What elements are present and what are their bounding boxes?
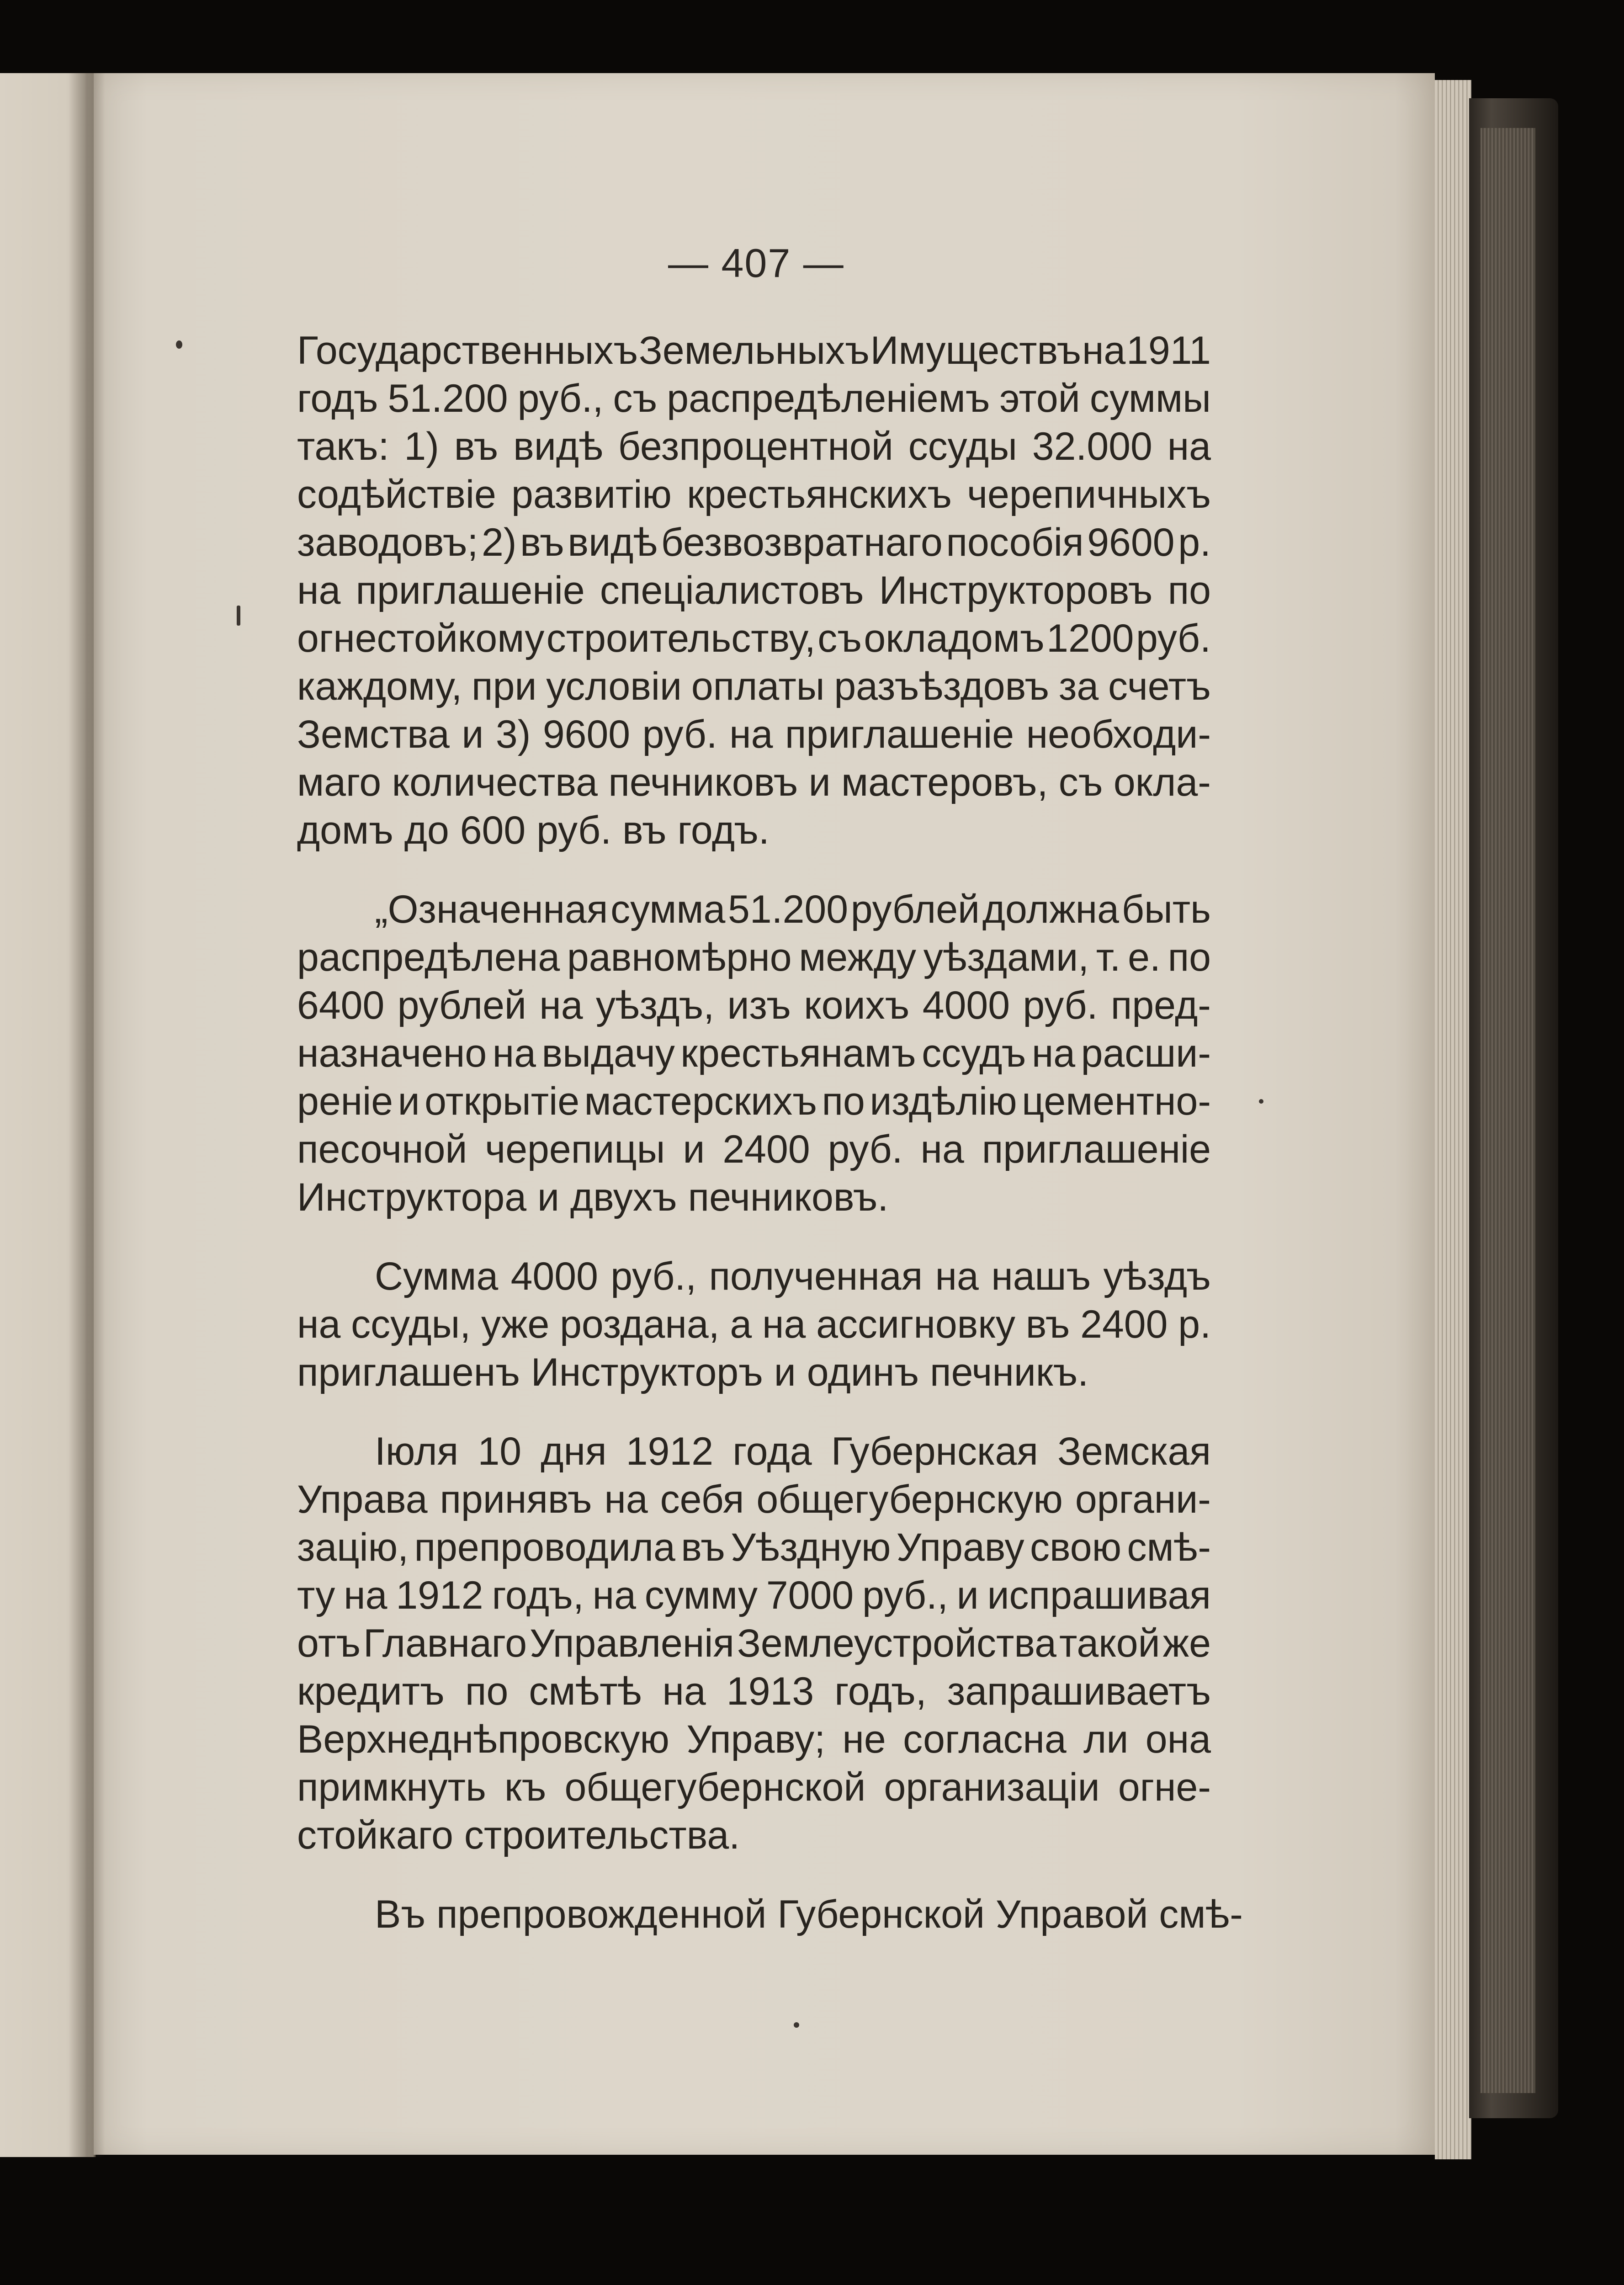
paragraph [297, 886, 1211, 1222]
word: 32.000 [1032, 425, 1152, 468]
word: быть [1121, 887, 1211, 931]
paragraph [297, 1891, 1243, 1939]
word: р. [1178, 521, 1211, 564]
word: необходи- [1026, 712, 1211, 756]
word: каждому, [297, 664, 462, 708]
word: организаціи [884, 1765, 1100, 1809]
word: приглашеніе [356, 569, 585, 612]
word: 1912 [626, 1429, 714, 1473]
text-line [297, 375, 1211, 423]
word: уѣздъ [1103, 1254, 1211, 1298]
word: и [774, 1350, 807, 1394]
word: черепичныхъ [967, 473, 1211, 516]
word: Сумма [375, 1254, 499, 1298]
word: спеціалистовъ [600, 569, 864, 612]
word: себя [660, 1477, 744, 1521]
word: Земская [1057, 1429, 1211, 1473]
word: одинъ [807, 1350, 930, 1394]
word: развитію [511, 473, 672, 516]
word: условіи [546, 664, 682, 708]
word: печниковъ. [688, 1175, 889, 1219]
word: счетъ [1108, 664, 1211, 708]
word: реніе [297, 1079, 393, 1123]
word: на [297, 569, 341, 612]
word: нашъ [991, 1254, 1091, 1298]
word: р. [1178, 1302, 1211, 1346]
word: на [1167, 425, 1211, 468]
word: печникъ. [930, 1350, 1089, 1394]
dust-speck [237, 606, 240, 626]
word: въ [520, 521, 564, 564]
word: зацію, [297, 1525, 409, 1569]
word: Инструкторовъ [879, 569, 1153, 612]
word: 4000 [922, 983, 1010, 1027]
word: въ [454, 425, 499, 468]
word: видѣ [568, 521, 658, 564]
word: 1200 [1046, 616, 1134, 660]
word: расши- [1081, 1031, 1211, 1075]
text-line [297, 711, 1211, 759]
word: въ [681, 1525, 725, 1569]
word: на [935, 1254, 979, 1298]
text-line [297, 519, 1211, 567]
word: на [492, 1031, 536, 1075]
word: приглашенъ [297, 1350, 531, 1394]
word: примкнуть [297, 1765, 486, 1809]
word: 2400 [1080, 1302, 1168, 1346]
word: домъ [297, 808, 404, 852]
word: открытіе [425, 1079, 580, 1123]
text-line [297, 1572, 1211, 1620]
word: годъ, [834, 1669, 927, 1713]
word: 4000 [510, 1254, 598, 1298]
word: оплаты [691, 664, 825, 708]
word: на [592, 1573, 636, 1617]
text-line [297, 327, 1211, 375]
word: на [662, 1669, 706, 1713]
word: маго [297, 760, 382, 804]
dust-speck [1259, 1099, 1263, 1104]
word: руб., [862, 1573, 948, 1617]
word: общегубернской [564, 1765, 866, 1809]
word: ту [297, 1573, 335, 1617]
word: 1913 [726, 1669, 814, 1713]
word: песочной [297, 1127, 467, 1171]
word: Губернская [831, 1429, 1038, 1473]
word: по [1168, 935, 1211, 979]
word: Уѣздную [731, 1525, 891, 1569]
word: содѣйствіе [297, 473, 496, 516]
word: смѣ- [1127, 1525, 1211, 1569]
gutter-shadow [69, 73, 105, 2157]
word: въ [622, 808, 678, 852]
text-line [297, 1524, 1211, 1572]
word: разъѣздовъ [834, 664, 1050, 708]
text-line [297, 567, 1211, 615]
word: огнестойкому [297, 616, 545, 660]
dust-speck [794, 2022, 799, 2028]
text-line [297, 1716, 1211, 1764]
word: безпроцентной [618, 425, 893, 468]
word: до [404, 808, 460, 852]
word: испрашивая [987, 1573, 1211, 1617]
word: дня [541, 1429, 607, 1473]
word: на [539, 983, 583, 1027]
paragraph-gap [297, 1860, 1211, 1891]
text-line [297, 1253, 1211, 1301]
word: общегубернскую [756, 1477, 1063, 1521]
text-line [297, 1620, 1211, 1668]
word: 1) [404, 425, 439, 468]
word: назначено [297, 1031, 487, 1075]
word: годъ. [677, 808, 770, 852]
word: двухъ [570, 1175, 688, 1219]
word: этой [999, 377, 1080, 420]
text-line [297, 1030, 1211, 1078]
word: Управой [995, 1892, 1159, 1936]
text-line [297, 807, 1211, 855]
word: 51.200 [728, 887, 849, 931]
word: суммы [1089, 377, 1211, 420]
word: уже [481, 1302, 550, 1346]
word: Инструкторъ [531, 1350, 774, 1394]
text-line [297, 615, 1211, 663]
word: равномѣрно [567, 935, 792, 979]
word: по [465, 1669, 509, 1713]
word: годъ, [492, 1573, 584, 1617]
text-line [297, 1126, 1211, 1174]
word: Имуществъ [870, 329, 1082, 372]
text-line [297, 1301, 1211, 1349]
word: Земства [297, 712, 450, 756]
word: распредѣленіемъ [667, 377, 990, 420]
word: 7000 [766, 1573, 854, 1617]
word: руб. [536, 808, 622, 852]
word: на [344, 1573, 387, 1617]
word: года [732, 1429, 812, 1473]
word: должна [982, 887, 1119, 931]
word: Инструктора [297, 1175, 537, 1219]
word: руб. [1136, 616, 1211, 660]
word: Губернской [777, 1892, 996, 1936]
word: на [604, 1477, 648, 1521]
word: руб. [1023, 983, 1098, 1027]
text-line [297, 1476, 1211, 1524]
word: крестьянскихъ [687, 473, 952, 516]
paragraph [297, 1428, 1211, 1860]
text-line [297, 886, 1211, 934]
word: и [537, 1175, 570, 1219]
body-text [297, 327, 1243, 1939]
word: пособія [946, 521, 1084, 564]
page-number: — 407 — [668, 240, 844, 286]
paragraph-gap [297, 1397, 1211, 1428]
word: руб., [610, 1254, 697, 1298]
word: цементно- [1022, 1079, 1211, 1123]
word: на [729, 712, 773, 756]
word: съ [817, 616, 862, 660]
word: препровожденной [436, 1892, 778, 1936]
word: ссудъ [922, 1031, 1026, 1075]
paragraph-gap [297, 855, 1211, 886]
word: Государственныхъ [297, 329, 638, 372]
word: препроводила [414, 1525, 675, 1569]
text-line [297, 759, 1211, 807]
text-line [297, 423, 1211, 471]
word: такъ: [297, 425, 389, 468]
word: на [297, 1302, 341, 1346]
word: мастерскихъ [584, 1079, 817, 1123]
word: кредитъ [297, 1669, 445, 1713]
word: 9600 [542, 712, 631, 756]
word: Землеустройства [737, 1621, 1056, 1665]
word: на [920, 1127, 964, 1171]
word: 1912 [396, 1573, 483, 1617]
word: по [1168, 569, 1211, 612]
word: Главнаго [363, 1621, 527, 1665]
word: и [398, 1079, 420, 1123]
word: уѣздами, [923, 935, 1089, 979]
word: строительства. [464, 1813, 740, 1857]
word: распредѣлена [297, 935, 560, 979]
word: же [1162, 1621, 1211, 1665]
text-line [297, 1668, 1211, 1716]
word: роздана, [560, 1302, 720, 1346]
word: безвозвратнаго [661, 521, 943, 564]
word: принявъ [440, 1477, 592, 1521]
text-line [297, 663, 1211, 711]
text-line [297, 1812, 1211, 1860]
word: 2) [482, 521, 517, 564]
text-line [297, 1891, 1243, 1939]
word: коихъ [804, 983, 910, 1027]
paragraph-gap [297, 1222, 1211, 1253]
word: запрашиваетъ [947, 1669, 1211, 1713]
word: на [1082, 329, 1126, 372]
word: и [683, 1127, 705, 1171]
word: ли [1083, 1717, 1129, 1761]
word: ассигновку [816, 1302, 1015, 1346]
text-line [297, 1174, 1211, 1222]
word: строительству, [546, 616, 816, 660]
word: 600 [460, 808, 537, 852]
word: сумма [610, 887, 726, 931]
word: приглашеніе [982, 1127, 1211, 1171]
word: Управленія [530, 1621, 734, 1665]
text-line [297, 1078, 1211, 1126]
word: съ [613, 377, 658, 420]
text-line [297, 1428, 1211, 1476]
word: изъ [727, 983, 791, 1027]
word: Управу; [686, 1717, 825, 1761]
word: свою [1030, 1525, 1122, 1569]
word: она [1145, 1717, 1211, 1761]
word: такой [1059, 1621, 1160, 1665]
word: къ [504, 1765, 547, 1809]
word: Верхнеднѣпровскую [297, 1717, 669, 1761]
text-line [297, 1764, 1211, 1812]
word: черепицы [485, 1127, 665, 1171]
word: руб. [828, 1127, 903, 1171]
word: издѣлію [870, 1079, 1017, 1123]
word: 2400 [722, 1127, 810, 1171]
word: приглашеніе [785, 712, 1014, 756]
word: огне- [1118, 1765, 1211, 1809]
word: органи- [1075, 1477, 1211, 1521]
word: и [956, 1573, 979, 1617]
word: Въ [375, 1892, 437, 1936]
text-line [297, 934, 1211, 982]
word: мастеровъ, [841, 760, 1048, 804]
word: а [730, 1302, 752, 1346]
word: и [462, 712, 484, 756]
word: въ [1025, 1302, 1070, 1346]
word: Земельныхъ [638, 329, 870, 372]
word: руб., [517, 377, 604, 420]
word: за [1058, 664, 1099, 708]
word: 1911 [1126, 329, 1211, 372]
word: сумму [644, 1573, 758, 1617]
word: руб. [642, 712, 717, 756]
word: Управа [297, 1477, 428, 1521]
word: крестьянамъ [680, 1031, 916, 1075]
word: смѣ- [1159, 1892, 1243, 1936]
word: рублей [850, 887, 980, 931]
word: окла- [1113, 760, 1211, 804]
word: смѣтѣ [529, 1669, 642, 1713]
page-edges [1435, 80, 1471, 2159]
word: 3) [495, 712, 531, 756]
word: 10 [478, 1429, 522, 1473]
word: количества [392, 760, 598, 804]
word: стойкаго [297, 1813, 464, 1857]
word: Управу [896, 1525, 1024, 1569]
word: 51.200 [387, 377, 508, 420]
word: заводовъ; [297, 521, 478, 564]
word: не [842, 1717, 886, 1761]
word: выдачу [541, 1031, 675, 1075]
word: при [472, 664, 537, 708]
word: е. [1128, 935, 1161, 979]
word: на [762, 1302, 806, 1346]
word: уѣздъ, [595, 983, 715, 1027]
dust-speck [176, 340, 182, 349]
paragraph [297, 327, 1211, 855]
word: ссуды [908, 425, 1017, 468]
word: согласна [903, 1717, 1067, 1761]
word: т. [1096, 935, 1121, 979]
paragraph [297, 1253, 1211, 1397]
text-line [297, 982, 1211, 1030]
book-block [1481, 128, 1535, 2093]
word: Іюля [375, 1429, 459, 1473]
word: отъ [297, 1621, 361, 1665]
word: пред- [1110, 983, 1211, 1027]
word: по [822, 1079, 865, 1123]
word: 9600 [1087, 521, 1175, 564]
word: видѣ [513, 425, 603, 468]
word: „Означенная [375, 887, 608, 931]
text-line [297, 471, 1211, 519]
word: на [1031, 1031, 1076, 1075]
word: окладомъ [864, 616, 1045, 660]
word: рублей [397, 983, 526, 1027]
word: между [799, 935, 916, 979]
word: и [808, 760, 831, 804]
text-line [297, 1349, 1211, 1397]
word: годъ [297, 377, 378, 420]
word: съ [1058, 760, 1103, 804]
word: печниковъ [608, 760, 798, 804]
word: ссуды, [351, 1302, 471, 1346]
word: 6400 [297, 983, 385, 1027]
word: полученная [709, 1254, 923, 1298]
